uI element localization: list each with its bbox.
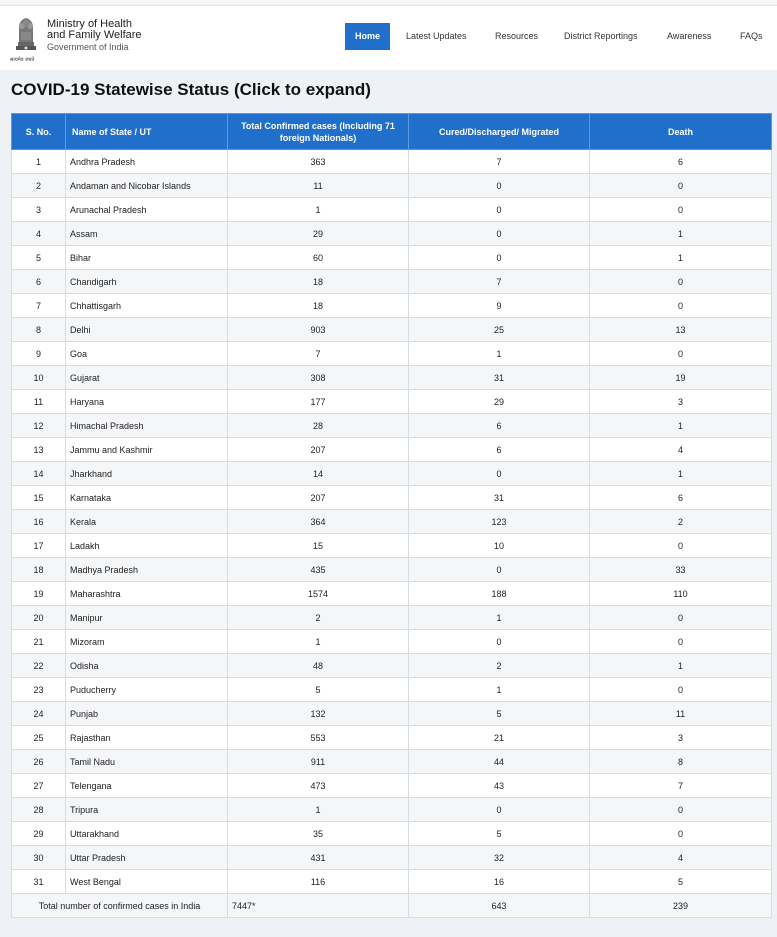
cell-sno: 2: [12, 174, 66, 198]
cell-confirmed: 15: [228, 534, 409, 558]
cell-cured: 7: [409, 270, 590, 294]
cell-death: 1: [590, 246, 772, 270]
table-row[interactable]: [12, 510, 772, 534]
table-row[interactable]: [12, 414, 772, 438]
cell-death: 1: [590, 462, 772, 486]
cell-state: Telengana: [66, 774, 228, 798]
cell-state: Punjab: [66, 702, 228, 726]
statewise-table: [11, 113, 772, 918]
table-row[interactable]: [12, 678, 772, 702]
cell-sno: 16: [12, 510, 66, 534]
cell-confirmed: 18: [228, 270, 409, 294]
cell-sno: 4: [12, 222, 66, 246]
total-row: [12, 894, 772, 918]
cell-confirmed: 207: [228, 438, 409, 462]
cell-death: 8: [590, 750, 772, 774]
cell-state: Himachal Pradesh: [66, 414, 228, 438]
table-header-row: [12, 114, 772, 150]
total-confirmed: 7447*: [228, 894, 409, 918]
cell-state: Uttar Pradesh: [66, 846, 228, 870]
table-row[interactable]: [12, 390, 772, 414]
site-header: [0, 6, 777, 70]
table-row[interactable]: [12, 846, 772, 870]
cell-sno: 30: [12, 846, 66, 870]
cell-confirmed: 7: [228, 342, 409, 366]
cell-state: Maharashtra: [66, 582, 228, 606]
cell-cured: 21: [409, 726, 590, 750]
cell-cured: 6: [409, 414, 590, 438]
cell-confirmed: 29: [228, 222, 409, 246]
cell-confirmed: 2: [228, 606, 409, 630]
table-row[interactable]: [12, 294, 772, 318]
cell-cured: 0: [409, 222, 590, 246]
table-row[interactable]: [12, 174, 772, 198]
cell-sno: 9: [12, 342, 66, 366]
cell-cured: 1: [409, 678, 590, 702]
cell-sno: 6: [12, 270, 66, 294]
cell-confirmed: 1574: [228, 582, 409, 606]
cell-sno: 22: [12, 654, 66, 678]
cell-cured: 31: [409, 366, 590, 390]
cell-sno: 1: [12, 150, 66, 174]
cell-death: 7: [590, 774, 772, 798]
cell-death: 1: [590, 414, 772, 438]
table-row[interactable]: [12, 318, 772, 342]
cell-death: 1: [590, 222, 772, 246]
cell-death: 4: [590, 438, 772, 462]
cell-sno: 5: [12, 246, 66, 270]
cell-sno: 11: [12, 390, 66, 414]
statewise-table-container: [11, 113, 771, 918]
cell-sno: 29: [12, 822, 66, 846]
cell-cured: 123: [409, 510, 590, 534]
cell-sno: 14: [12, 462, 66, 486]
cell-state: Puducherry: [66, 678, 228, 702]
cell-death: 110: [590, 582, 772, 606]
nav-district-reportings[interactable]: District Reportings: [564, 31, 638, 41]
nav-awareness[interactable]: Awareness: [667, 31, 712, 41]
header-sno: S. No.: [12, 114, 66, 150]
cell-sno: 12: [12, 414, 66, 438]
nav-resources[interactable]: Resources: [495, 31, 539, 41]
table-row[interactable]: [12, 582, 772, 606]
cell-confirmed: 207: [228, 486, 409, 510]
cell-cured: 5: [409, 702, 590, 726]
cell-death: 13: [590, 318, 772, 342]
cell-state: Tamil Nadu: [66, 750, 228, 774]
cell-cured: 44: [409, 750, 590, 774]
nav-latest-updates[interactable]: Latest Updates: [406, 31, 467, 41]
cell-state: Rajasthan: [66, 726, 228, 750]
cell-state: Andhra Pradesh: [66, 150, 228, 174]
cell-state: Manipur: [66, 606, 228, 630]
table-row[interactable]: [12, 246, 772, 270]
table-row[interactable]: [12, 150, 772, 174]
cell-cured: 25: [409, 318, 590, 342]
cell-sno: 21: [12, 630, 66, 654]
cell-cured: 6: [409, 438, 590, 462]
cell-cured: 9: [409, 294, 590, 318]
cell-confirmed: 18: [228, 294, 409, 318]
cell-cured: 29: [409, 390, 590, 414]
cell-death: 0: [590, 534, 772, 558]
cell-death: 0: [590, 270, 772, 294]
header-cured: Cured/Discharged/ Migrated: [409, 114, 590, 150]
cell-sno: 26: [12, 750, 66, 774]
table-row[interactable]: [12, 798, 772, 822]
cell-state: Ladakh: [66, 534, 228, 558]
cell-sno: 8: [12, 318, 66, 342]
cell-confirmed: 911: [228, 750, 409, 774]
cell-state: Gujarat: [66, 366, 228, 390]
table-row[interactable]: [12, 462, 772, 486]
ministry-brand[interactable]: [47, 19, 142, 53]
cell-death: 6: [590, 150, 772, 174]
cell-sno: 28: [12, 798, 66, 822]
total-label: Total number of confirmed cases in India: [12, 894, 228, 918]
cell-sno: 19: [12, 582, 66, 606]
cell-cured: 188: [409, 582, 590, 606]
cell-state: Jharkhand: [66, 462, 228, 486]
cell-death: 3: [590, 390, 772, 414]
cell-cured: 0: [409, 246, 590, 270]
cell-death: 0: [590, 630, 772, 654]
cell-sno: 3: [12, 198, 66, 222]
cell-confirmed: 14: [228, 462, 409, 486]
cell-state: Tripura: [66, 798, 228, 822]
cell-state: Chhattisgarh: [66, 294, 228, 318]
cell-sno: 15: [12, 486, 66, 510]
table-row[interactable]: [12, 366, 772, 390]
cell-state: Uttarakhand: [66, 822, 228, 846]
cell-cured: 1: [409, 606, 590, 630]
cell-death: 0: [590, 342, 772, 366]
cell-cured: 10: [409, 534, 590, 558]
cell-death: 0: [590, 606, 772, 630]
table-row[interactable]: [12, 654, 772, 678]
cell-confirmed: 308: [228, 366, 409, 390]
cell-cured: 43: [409, 774, 590, 798]
table-row[interactable]: [12, 822, 772, 846]
total-cured: 643: [409, 894, 590, 918]
cell-confirmed: 1: [228, 198, 409, 222]
cell-cured: 32: [409, 846, 590, 870]
cell-confirmed: 11: [228, 174, 409, 198]
cell-death: 3: [590, 726, 772, 750]
cell-cured: 0: [409, 174, 590, 198]
cell-cured: 5: [409, 822, 590, 846]
cell-confirmed: 177: [228, 390, 409, 414]
table-row[interactable]: [12, 774, 772, 798]
cell-confirmed: 5: [228, 678, 409, 702]
table-row[interactable]: [12, 702, 772, 726]
cell-confirmed: 28: [228, 414, 409, 438]
header-state: Name of State / UT: [66, 114, 228, 150]
cell-cured: 0: [409, 630, 590, 654]
cell-confirmed: 132: [228, 702, 409, 726]
cell-sno: 13: [12, 438, 66, 462]
cell-death: 6: [590, 486, 772, 510]
cell-confirmed: 1: [228, 630, 409, 654]
table-row[interactable]: [12, 558, 772, 582]
cell-state: Bihar: [66, 246, 228, 270]
cell-death: 5: [590, 870, 772, 894]
cell-cured: 0: [409, 798, 590, 822]
cell-cured: 2: [409, 654, 590, 678]
cell-state: Delhi: [66, 318, 228, 342]
table-row[interactable]: [12, 606, 772, 630]
total-death: 239: [590, 894, 772, 918]
cell-state: Odisha: [66, 654, 228, 678]
table-row[interactable]: [12, 726, 772, 750]
cell-state: Mizoram: [66, 630, 228, 654]
table-row[interactable]: [12, 870, 772, 894]
cell-cured: 7: [409, 150, 590, 174]
header-confirmed: Total Confirmed cases (Including 71 foreign Nationals): [228, 114, 409, 150]
emblem-motto: सत्यमेव जयते: [10, 57, 35, 63]
cell-state: Andaman and Nicobar Islands: [66, 174, 228, 198]
cell-sno: 18: [12, 558, 66, 582]
cell-state: Kerala: [66, 510, 228, 534]
table-row[interactable]: [12, 198, 772, 222]
cell-confirmed: 1: [228, 798, 409, 822]
cell-state: Arunachal Pradesh: [66, 198, 228, 222]
cell-cured: 0: [409, 198, 590, 222]
cell-cured: 0: [409, 462, 590, 486]
brand-line-2: and Family Welfare: [47, 29, 142, 41]
cell-confirmed: 473: [228, 774, 409, 798]
cell-death: 0: [590, 198, 772, 222]
cell-cured: 1: [409, 342, 590, 366]
cell-state: Haryana: [66, 390, 228, 414]
cell-sno: 31: [12, 870, 66, 894]
cell-state: Goa: [66, 342, 228, 366]
header-death: Death: [590, 114, 772, 150]
brand-line-1: Ministry of Health: [47, 18, 132, 30]
nav-faqs[interactable]: FAQs: [740, 31, 763, 41]
table-row[interactable]: [12, 342, 772, 366]
cell-death: 0: [590, 174, 772, 198]
cell-state: Karnataka: [66, 486, 228, 510]
table-row[interactable]: [12, 630, 772, 654]
table-row[interactable]: [12, 222, 772, 246]
cell-state: Chandigarh: [66, 270, 228, 294]
cell-sno: 24: [12, 702, 66, 726]
cell-death: 0: [590, 294, 772, 318]
cell-confirmed: 364: [228, 510, 409, 534]
cell-sno: 23: [12, 678, 66, 702]
cell-confirmed: 60: [228, 246, 409, 270]
cell-death: 4: [590, 846, 772, 870]
cell-cured: 0: [409, 558, 590, 582]
cell-confirmed: 363: [228, 150, 409, 174]
cell-death: 0: [590, 678, 772, 702]
cell-sno: 27: [12, 774, 66, 798]
nav-home[interactable]: Home: [345, 23, 390, 50]
cell-confirmed: 903: [228, 318, 409, 342]
cell-sno: 7: [12, 294, 66, 318]
table-row[interactable]: [12, 750, 772, 774]
cell-death: 2: [590, 510, 772, 534]
cell-sno: 10: [12, 366, 66, 390]
table-row[interactable]: [12, 486, 772, 510]
cell-death: 33: [590, 558, 772, 582]
cell-death: 11: [590, 702, 772, 726]
cell-confirmed: 435: [228, 558, 409, 582]
cell-sno: 20: [12, 606, 66, 630]
cell-cured: 16: [409, 870, 590, 894]
cell-confirmed: 553: [228, 726, 409, 750]
cell-confirmed: 48: [228, 654, 409, 678]
cell-sno: 17: [12, 534, 66, 558]
table-row[interactable]: [12, 438, 772, 462]
cell-sno: 25: [12, 726, 66, 750]
table-row[interactable]: [12, 270, 772, 294]
cell-death: 19: [590, 366, 772, 390]
cell-confirmed: 431: [228, 846, 409, 870]
brand-subtitle: Government of India: [47, 42, 129, 52]
cell-cured: 31: [409, 486, 590, 510]
cell-confirmed: 35: [228, 822, 409, 846]
cell-state: Madhya Pradesh: [66, 558, 228, 582]
cell-state: Jammu and Kashmir: [66, 438, 228, 462]
cell-state: Assam: [66, 222, 228, 246]
cell-death: 0: [590, 798, 772, 822]
table-row[interactable]: [12, 534, 772, 558]
cell-state: West Bengal: [66, 870, 228, 894]
cell-confirmed: 116: [228, 870, 409, 894]
cell-death: 1: [590, 654, 772, 678]
cell-death: 0: [590, 822, 772, 846]
page-title[interactable]: COVID-19 Statewise Status (Click to expand): [11, 80, 371, 99]
